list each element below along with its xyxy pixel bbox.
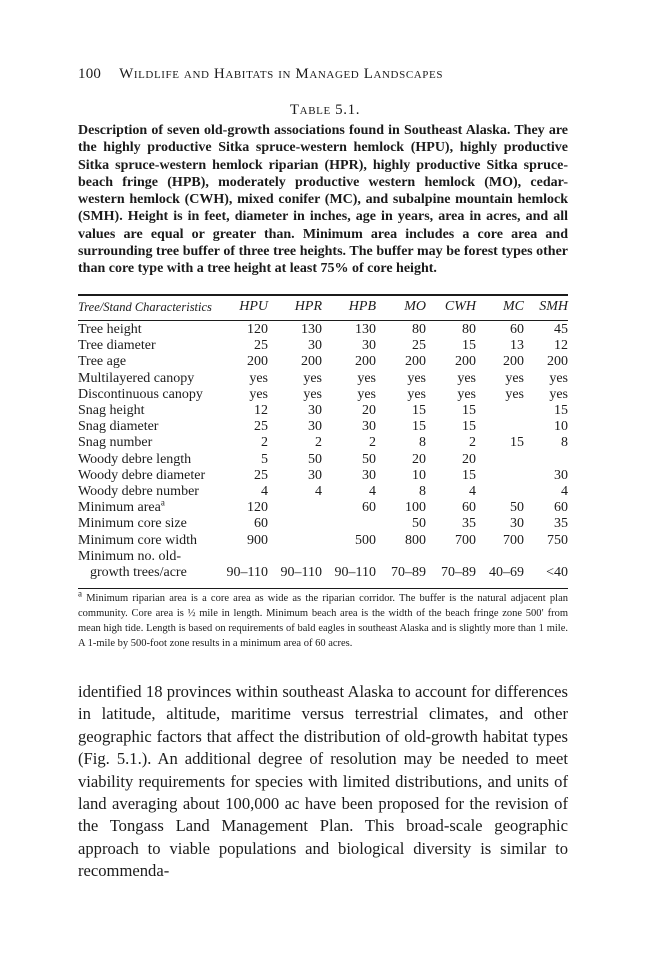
row-label-text: Tree age	[78, 354, 127, 370]
table-cell: 4	[315, 484, 322, 500]
table-row	[78, 354, 568, 370]
table-cell: 700	[455, 532, 476, 548]
table-row	[78, 387, 568, 403]
table-cell: 200	[455, 354, 476, 370]
table-cell: 80	[412, 322, 426, 337]
table-cell: 15	[462, 338, 476, 354]
row-label-text: Minimum area	[78, 500, 161, 516]
table-cell: 700	[503, 532, 524, 548]
row-label-continuation: growth trees/acre	[90, 565, 187, 581]
row-label-text: Snag height	[78, 403, 145, 419]
row-label	[78, 322, 226, 338]
table-cell	[226, 549, 268, 565]
row-label	[78, 371, 226, 387]
footnote-ref: a	[160, 497, 165, 508]
table-cell: 200	[405, 354, 426, 370]
table-cell: 15	[462, 403, 476, 419]
table-row	[78, 484, 568, 500]
table-cell: 30	[362, 419, 376, 435]
running-head-title: Wildlife and Habitats in Managed Landscapes	[119, 66, 444, 82]
table-cell: 750	[547, 532, 568, 548]
table-cell: 45	[554, 322, 568, 337]
row-label	[78, 354, 226, 370]
table-cell: 15	[412, 419, 426, 435]
row-label	[78, 468, 226, 484]
table-cell	[78, 565, 226, 581]
table-cell: 900	[247, 532, 268, 548]
table-cell: 130	[301, 322, 322, 337]
table-cell	[476, 484, 524, 500]
table-cell: 80	[462, 322, 476, 337]
table-cell: yes	[249, 370, 268, 386]
column-header: MO	[404, 299, 426, 314]
table-cell: yes	[303, 386, 322, 402]
table-cell: yes	[407, 370, 426, 386]
table-header	[78, 298, 568, 316]
table-cell: 15	[462, 419, 476, 435]
row-label	[78, 419, 226, 435]
table-bottom-rule	[78, 588, 568, 589]
table-row	[78, 371, 568, 387]
table-cell: 8	[419, 484, 426, 500]
table-cell: 15	[462, 467, 476, 483]
table-cell: yes	[249, 386, 268, 402]
table-cell: yes	[407, 386, 426, 402]
table-row	[78, 452, 568, 468]
table-row	[78, 500, 568, 516]
table-cell: 30	[362, 467, 376, 483]
table-cell: 60	[554, 500, 568, 516]
table-cell	[426, 549, 476, 565]
row-label	[78, 387, 226, 403]
table-cell: 30	[308, 338, 322, 354]
table-header-rule	[78, 320, 568, 321]
table-row	[78, 322, 568, 338]
column-header: CWH	[444, 299, 476, 314]
table-cell: yes	[505, 386, 524, 402]
table-cell: 200	[503, 354, 524, 370]
table-row	[78, 435, 568, 451]
running-head	[78, 66, 443, 83]
row-label-text: Woody debre length	[78, 451, 192, 467]
table-cell: <40	[546, 565, 568, 581]
table-row	[78, 565, 568, 581]
table-cell: 50	[412, 516, 426, 532]
table-cell: 25	[254, 338, 268, 354]
table-cell: 2	[261, 435, 268, 451]
table-cell	[268, 516, 322, 532]
body-paragraph: identified 18 provinces within southeast Alaska to account for differences in latitude, altitude, maritime versus terrestrial climates, and other geographic factors that affect the distribution of old-growth habitat types (Fig. 5.1.). An additional degree of resolution may be needed to meet viability requirements for species with limited distributions, and units of land averaging about 100,000 ac have been proposed for the revision of the Tongass Land Management Plan. This broad-scale geographic approach to viable populations and biological diversity is similar to recommenda-	[78, 682, 568, 881]
row-label	[78, 403, 226, 419]
table-cell: 40–69	[489, 565, 524, 581]
row-label-text: Snag diameter	[78, 419, 159, 435]
table-body	[78, 322, 568, 581]
row-label	[78, 435, 226, 451]
table-row	[78, 549, 568, 565]
table-cell: 2	[315, 435, 322, 451]
row-label	[78, 484, 226, 500]
table-cell	[524, 549, 568, 565]
table-cell: 120	[247, 500, 268, 516]
table-cell	[476, 403, 524, 419]
table-cell: 60	[462, 500, 476, 516]
column-header: HPR	[294, 299, 322, 314]
table-cell	[476, 452, 524, 468]
row-label-text: Tree diameter	[78, 338, 156, 354]
table-cell: 100	[405, 500, 426, 516]
table-cell: 4	[369, 484, 376, 500]
table-cell: 12	[554, 338, 568, 354]
table-cell: 30	[510, 516, 524, 532]
footnote-text: Minimum riparian area is a core area as wide as the riparian corridor. The buffer is the natural adjacent plan community. Core area is ½ mile in length. Minimum beach area is the width of the beach fringe zone 500′ from mean high tide. Length is based on requirements of bald eagles in southeast Alaska and is slightly more than 1 mile. A 1-mile by 500-foot zone results in a minimum area of 60 acres.	[78, 593, 568, 649]
table-cell: 25	[254, 467, 268, 483]
table-cell	[476, 419, 524, 435]
table-cell: 35	[462, 516, 476, 532]
table-cell: 20	[362, 403, 376, 419]
table-cell: 90–110	[334, 565, 376, 581]
table-cell: 70–89	[441, 565, 476, 581]
table-cell: yes	[505, 370, 524, 386]
table-cell	[524, 452, 568, 468]
table-cell: 2	[369, 435, 376, 451]
page-number: 100	[78, 66, 102, 82]
row-label	[78, 338, 226, 354]
row-label	[78, 497, 226, 516]
table-row	[78, 533, 568, 549]
table-cell: 4	[261, 484, 268, 500]
table-cell: 30	[554, 467, 568, 483]
row-label	[78, 516, 226, 532]
table-cell	[322, 516, 376, 532]
table-cell: 20	[412, 451, 426, 467]
table-cell: 90–110	[226, 565, 268, 581]
table-label: Table 5.1.	[289, 102, 361, 118]
table-cell: yes	[549, 370, 568, 386]
header-row	[78, 298, 568, 316]
table-cell: 60	[510, 322, 524, 337]
table-cell: 35	[554, 516, 568, 532]
table-cell: 50	[308, 451, 322, 467]
table-cell: 500	[355, 532, 376, 548]
column-header: SMH	[539, 299, 568, 314]
column-header: Tree/Stand Characteristics	[78, 300, 212, 314]
row-label-text: Woody debre diameter	[78, 467, 206, 483]
table-row	[78, 419, 568, 435]
table-cell: 4	[469, 484, 476, 500]
table-cell: yes	[457, 386, 476, 402]
table-cell: 25	[254, 419, 268, 435]
table-cell: 30	[308, 467, 322, 483]
table-cell: 10	[554, 419, 568, 435]
table-cell: 5	[261, 451, 268, 467]
table-cell: 50	[362, 451, 376, 467]
table-cell: 2	[469, 435, 476, 451]
table-cell: 15	[412, 403, 426, 419]
table-cell: 200	[355, 354, 376, 370]
table-cell: 30	[362, 338, 376, 354]
table-cell: 13	[510, 338, 524, 354]
table-cell: yes	[357, 386, 376, 402]
table-row	[78, 516, 568, 532]
row-label-text: Minimum core size	[78, 516, 187, 532]
row-label-text: Minimum core width	[78, 532, 197, 548]
table-cell: yes	[357, 370, 376, 386]
row-label-text: Multilayered canopy	[78, 370, 195, 386]
table-cell: yes	[549, 386, 568, 402]
table-cell	[268, 500, 322, 516]
column-header: HPB	[348, 299, 376, 314]
table-cell: 30	[308, 419, 322, 435]
table-cell: 15	[554, 403, 568, 419]
table-cell: yes	[303, 370, 322, 386]
table-cell: 15	[510, 435, 524, 451]
table-cell: 10	[412, 467, 426, 483]
row-label-text: Snag number	[78, 435, 153, 451]
row-label-text: Tree height	[78, 322, 142, 337]
row-label	[78, 533, 226, 549]
table-cell	[268, 549, 322, 565]
table-cell: 60	[362, 500, 376, 516]
table-cell: 8	[419, 435, 426, 451]
table-row	[78, 403, 568, 419]
table-cell: 4	[561, 484, 568, 500]
table-footnote	[78, 588, 568, 651]
table-cell: 90–110	[280, 565, 322, 581]
table-cell	[268, 533, 322, 549]
table-cell	[322, 549, 376, 565]
row-label-text: Woody debre number	[78, 484, 199, 500]
table-cell: 60	[254, 516, 268, 532]
column-header: HPU	[239, 299, 268, 314]
table-cell	[476, 468, 524, 484]
table-cell: 200	[301, 354, 322, 370]
table-cell: 12	[254, 403, 268, 419]
table-row	[78, 338, 568, 354]
table-cell: 800	[405, 532, 426, 548]
row-label	[78, 452, 226, 468]
table-cell	[376, 549, 426, 565]
table-cell: 120	[247, 322, 268, 337]
table-cell: 70–89	[391, 565, 426, 581]
table-cell: 50	[510, 500, 524, 516]
table-top-rule	[78, 294, 568, 296]
table-cell: Minimum no. old-	[78, 548, 182, 564]
footnote-marker: a	[78, 588, 82, 599]
table-cell: 30	[308, 403, 322, 419]
table-row	[78, 468, 568, 484]
table-cell: 20	[462, 451, 476, 467]
table-caption: Description of seven old-growth associations found in Southeast Alaska. They are the highly productive Sitka spruce-western hemlock (HPU), highly productive Sitka spruce-western hemlock riparian (HPR), highly productive Sitka spruce-beach fringe (HPB), moderately productive western hemlock (MO), cedar-western hemlock (CWH), mixed conifer (MC), and subalpine mountain hemlock (SMH). Height is in feet, diameter in inches, age in years, area in acres, and all values are equal or greater than. Minimum area includes a core area and surrounding tree buffer of three tree heights. The buffer may be forest types other than core type with a tree height at least 75% of core height.	[78, 123, 568, 277]
table-cell: 130	[355, 322, 376, 337]
table-cell: yes	[457, 370, 476, 386]
column-header: MC	[503, 299, 524, 314]
table-cell: 25	[412, 338, 426, 354]
table-cell: 200	[247, 354, 268, 370]
row-label-text: Discontinuous canopy	[78, 386, 203, 402]
table-cell	[476, 549, 524, 565]
table-cell: 8	[561, 435, 568, 451]
table-cell: 200	[547, 354, 568, 370]
